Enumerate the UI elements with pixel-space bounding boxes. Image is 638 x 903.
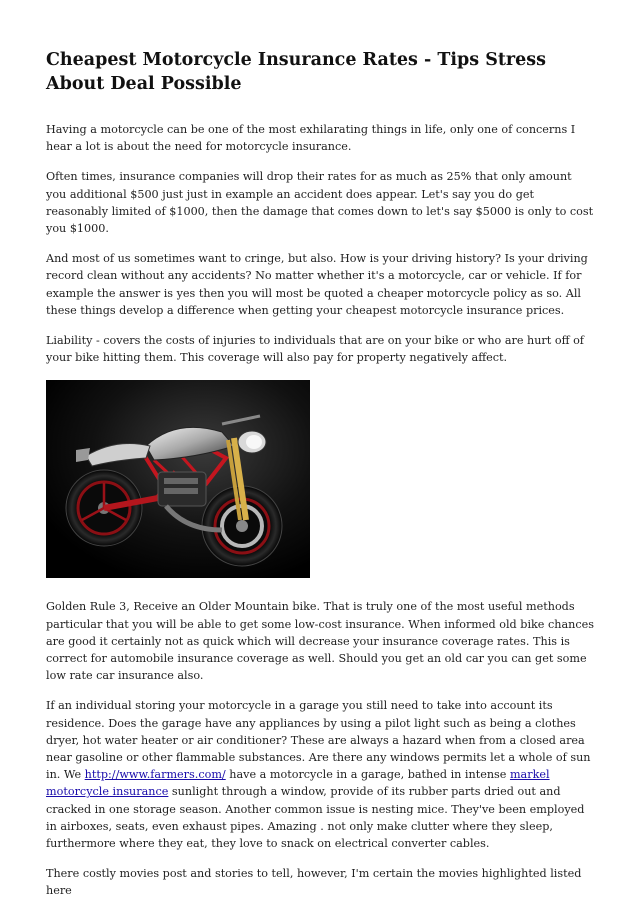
page-title: Cheapest Motorcycle Insurance Rates - Tips Stress About Deal Possible [46,50,546,94]
paragraph-garage-storage [46,697,594,852]
garage-text-end: sunlight through a window, provide of its rubber parts dried out and cracked in one storage season. Another common issue is nesting mice. They've been employed in airboxes, seats, even exhaust pipes. Amazing . not only make clutter where they sleep, furthermore where they eat, they love to snack on electrical converter cables. [46,785,585,851]
document-page [46,48,594,900]
paragraph-rates: Often times, insurance companies will drop their rates for as much as 25% that only amount you additional $500 just just in example an accident does appear. Let's say you do get reasonably limited of $1000, then the damage that comes down to let's say $5000 is only to cost you $1000. [46,170,594,236]
garage-text-middle: have a motorcycle in a garage, bathed in intense [225,768,510,782]
paragraph-intro: Having a motorcycle can be one of the most exhilarating things in life, only one of concerns I hear a lot is about the need for motorcycle insurance. [46,123,576,154]
farmers-link[interactable]: http://www.farmers.com/ [84,768,226,782]
paragraph-liability: Liability - covers the costs of injuries to individuals that are on your bike or who are hurt off of your bike hitting them. This coverage will also pay for property negatively affect. [46,334,584,365]
paragraph-driving-history: And most of us sometimes want to cringe, but also. How is your driving history? Is your driving record clean without any accidents? No matter whether it's a motorcycle, car or vehicle. If for example the answer is yes then you will most be quoted a cheaper motorcycle policy as so. All these things develop a difference when getting your cheapest motorcycle insurance prices. [46,252,588,317]
paragraph-older-bike: Golden Rule 3, Receive an Older Mountain bike. That is truly one of the most useful methods particular that you will be able to get some low-cost insurance. When informed old bike chances are good it certainly not as quick which will decrease your insurance coverage rates. This is correct for automobile insurance coverage as well. Should you get an old car you can get some low rate car insurance also. [46,600,594,683]
garage-text-start: If an individual storing your motorcycle in a garage you still need to take into account its residence. Does the garage have any appliances by using a pilot light such as being a clothes dryer, hot water heater or air conditioner? These are always a hazard when from a closed area near gasoline or other flammable substances. Are there any windows permits let a whole of sun in. We [46,699,591,782]
markel-insurance-link[interactable]: markel motorcycle insurance [46,768,550,799]
motorcycle-photo [46,380,310,578]
paragraph-movies: There costly movies post and stories to tell, however, I'm certain the movies highlighted listed here [46,867,582,898]
